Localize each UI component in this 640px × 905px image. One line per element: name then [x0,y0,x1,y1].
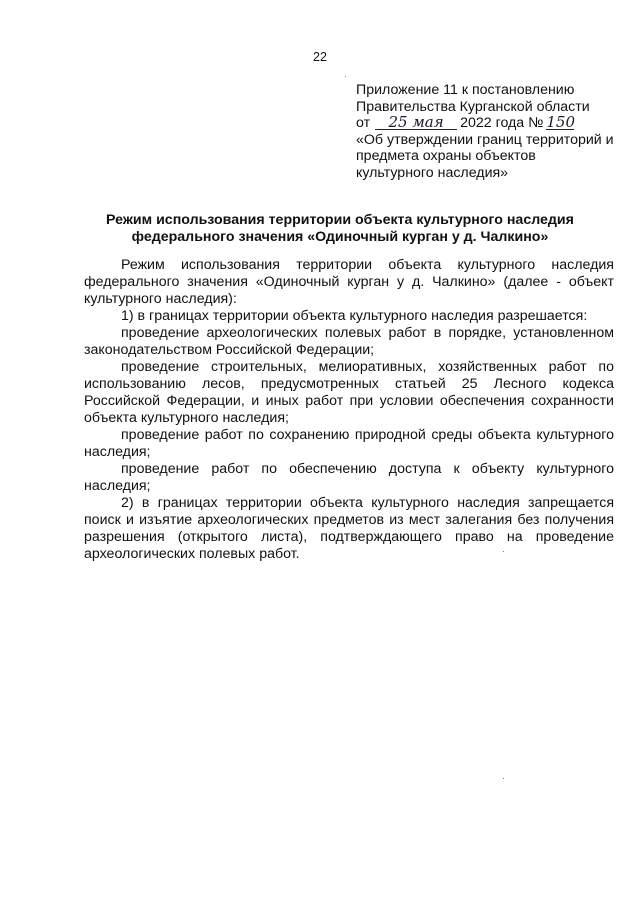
paragraph: проведение строительных, мелиоративных, хозяйственных работ по использованию лесов, предусмотренных статьей 25 Лесного кодекса Российской Федерации, и иных работ при условии обеспечения сохранности объекта культурного наследия; [84,359,614,426]
year-text: 2022 года № [460,115,544,131]
paragraph: проведение работ по сохранению природной среды объекта культурного наследия; [84,427,614,460]
scan-speck [503,551,504,552]
handwritten-date: 25 мая [375,115,457,130]
date-prefix: от [356,115,371,131]
appendix-header [356,82,618,181]
paragraph: Режим использования территории объекта культурного наследия федерального значения «Одиночный курган у д. Чалкино» (далее - объект культурного наследия): [84,257,614,307]
document-title [100,212,580,246]
title-line-1: Режим использования территории объекта культурного наследия [106,212,574,228]
document-body [84,257,614,563]
paragraph: проведение археологических полевых работ в порядке, установленном законодательством Российской Федерации; [84,325,614,358]
appendix-date-line [356,115,618,132]
scan-speck [345,76,346,77]
page-number: 22 [313,50,327,64]
handwritten-number: 150 [546,113,575,131]
appendix-line-4: «Об утверждении границ территорий и [356,131,614,148]
appendix-line-1: Приложение 11 к постановлению [356,82,575,98]
scan-speck [503,778,504,779]
paragraph: 1) в границах территории объекта культурного наследия разрешается: [121,308,588,324]
title-line-2: федерального значения «Одиночный курган у д. Чалкино» [131,229,549,245]
appendix-line-2: Правительства Курганской области [356,98,590,115]
paragraph: проведение работ по обеспечению доступа к объекту культурного наследия; [84,461,614,494]
paragraph: 2) в границах территории объекта культурного наследия запрещается поиск и изъятие археологических предметов из мест залегания без получения разрешения (открытого листа), подтверждающего право на проведение археологических полевых работ. [84,495,614,562]
appendix-line-5: предмета охраны объектов [356,148,536,164]
appendix-line-6: культурного наследия» [356,164,509,181]
